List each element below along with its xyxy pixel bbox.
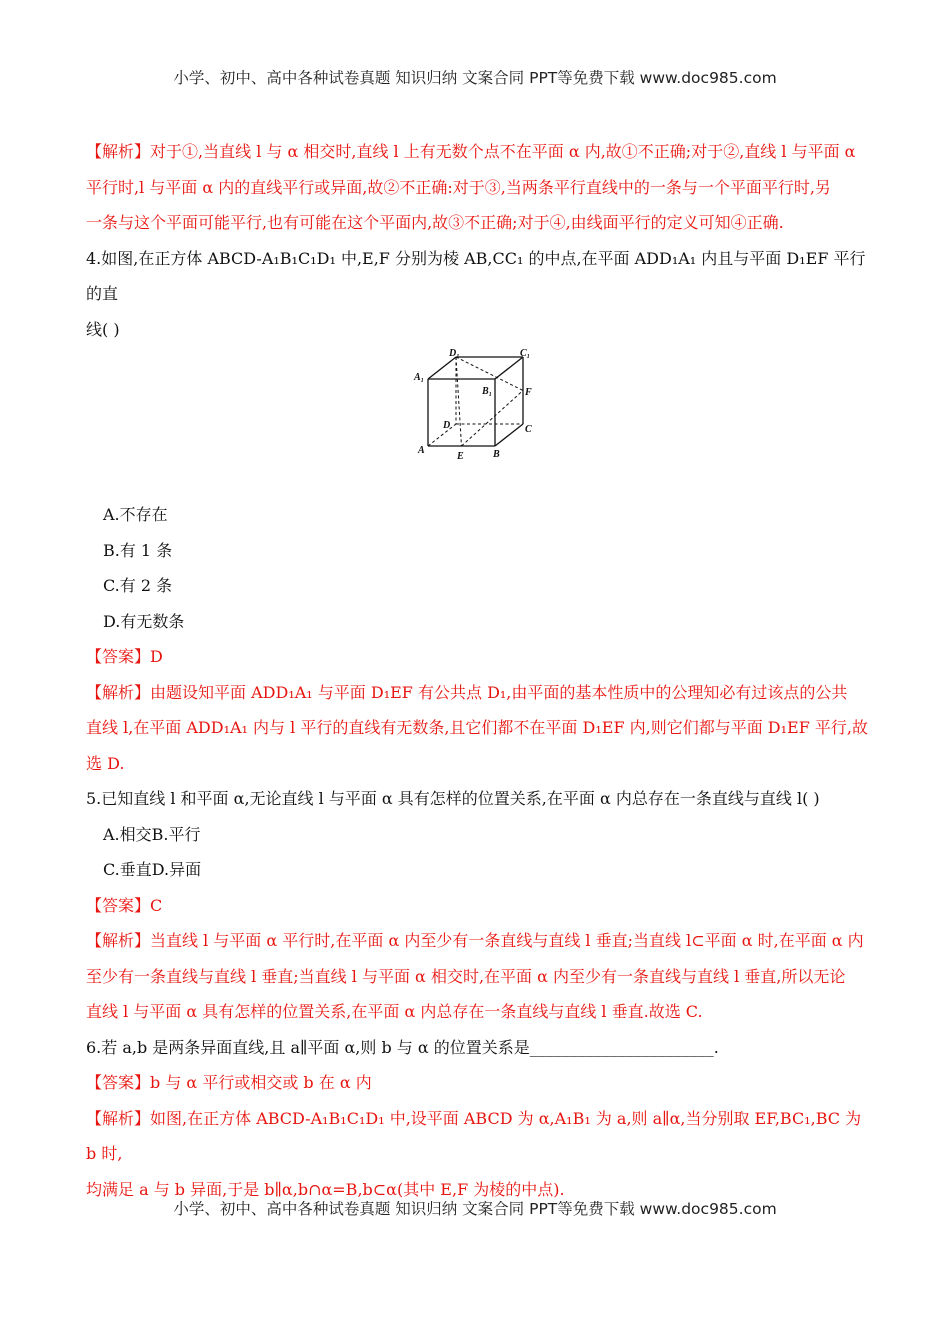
- q4-option-b: B.有 1 条: [103, 540, 173, 560]
- q6-stem: 6.若 a,b 是两条异面直线,且 a∥平面 α,则 b 与 α 的位置关系是_______________________.: [86, 1037, 719, 1057]
- q6-analysis-line-2: 均满足 a 与 b 异面,于是 b∥α,b∩α=B,b⊂α(其中 E,F 为棱的中点).: [86, 1179, 565, 1199]
- label-a: A: [418, 445, 425, 456]
- label-a1: A₁: [414, 372, 425, 383]
- cube-figure: [86, 347, 876, 497]
- q4-analysis-line-3: 选 D.: [86, 753, 125, 773]
- q4-stem-line-1: 4.如图,在正方体 ABCD-A₁B₁C₁D₁ 中,E,F 分别为棱 AB,CC₁ 的中点,在平面 ADD₁A₁ 内且与平面 D₁EF 平行的直: [86, 248, 866, 303]
- edge-a1d1: [428, 357, 456, 379]
- cube-diagram: [412, 349, 542, 469]
- label-c1: C₁: [520, 349, 531, 359]
- label-f: F: [525, 387, 532, 398]
- page-header: 小学、初中、高中各种试卷真题 知识归纳 文案合同 PPT等免费下载 www.doc985.com: [173, 69, 777, 87]
- prev-analysis-line-3: 一条与这个平面可能平行,也有可能在这个平面内,故③不正确;对于④,由线面平行的定义可知④正确.: [86, 213, 784, 232]
- q5-options-2: C.垂直D.异面: [103, 860, 202, 879]
- q6-analysis-line-1: 【解析】如图,在正方体 ABCD-A₁B₁C₁D₁ 中,设平面 ABCD 为 α,A₁B₁ 为 a,则 a∥α,当分别取 EF,BC₁,BC 为 b 时,: [86, 1108, 862, 1163]
- q6-answer: 【答案】b 与 α 平行或相交或 b 在 α 内: [86, 1073, 372, 1092]
- edge-b1c1: [495, 357, 523, 379]
- page-content: [86, 134, 876, 1207]
- q5-options-1: A.相交B.平行: [103, 824, 201, 844]
- q4-option-c: C.有 2 条: [103, 576, 173, 595]
- dashed-d1e: [456, 357, 462, 446]
- page-footer: 小学、初中、高中各种试卷真题 知识归纳 文案合同 PPT等免费下载 www.doc985.com: [173, 1200, 777, 1218]
- q5-stem: 5.已知直线 l 和平面 α,无论直线 l 与平面 α 具有怎样的位置关系,在平面 α 内总存在一条直线与直线 l( ): [86, 789, 820, 808]
- label-b1: B₁: [482, 386, 493, 397]
- q4-answer: 【答案】D: [86, 647, 163, 666]
- label-e: E: [457, 451, 464, 462]
- q4-option-a: A.不存在: [103, 505, 168, 524]
- q5-answer: 【答案】C: [86, 895, 163, 915]
- q5-analysis-line-1: 【解析】当直线 l 与平面 α 平行时,在平面 α 内至少有一条直线与直线 l 垂直;当直线 l⊂平面 α 时,在平面 α 内: [86, 931, 864, 950]
- label-c: C: [525, 424, 532, 435]
- q4-analysis-line-2: 直线 l,在平面 ADD₁A₁ 内与 l 平行的直线有无数条,且它们都不在平面 D₁EF 内,则它们都与平面 D₁EF 平行,故: [86, 718, 868, 737]
- prev-analysis-line-2: 平行时,l 与平面 α 内的直线平行或异面,故②不正确:对于③,当两条平行直线中的一条与一个平面平行时,另: [86, 177, 831, 197]
- q5-analysis-line-3: 直线 l 与平面 α 具有怎样的位置关系,在平面 α 内总存在一条直线与直线 l 垂直.故选 C.: [86, 1002, 703, 1021]
- prev-analysis-line-1: 【解析】对于①,当直线 l 与 α 相交时,直线 l 上有无数个点不在平面 α 内,故①不正确;对于②,直线 l 与平面 α: [86, 142, 856, 161]
- q5-analysis-line-2: 至少有一条直线与直线 l 垂直;当直线 l 与平面 α 相交时,在平面 α 内至少有一条直线与直线 l 垂直,所以无论: [86, 966, 846, 986]
- q4-analysis-line-1: 【解析】由题设知平面 ADD₁A₁ 与平面 D₁EF 有公共点 D₁,由平面的基本性质中的公理知必有过该点的公共: [86, 682, 848, 702]
- label-d1: D₁: [449, 349, 460, 359]
- hidden-edge-ad: [428, 424, 456, 446]
- label-b: B: [493, 449, 500, 460]
- label-d: D: [443, 420, 451, 431]
- edge-bc: [495, 424, 523, 446]
- dashed-ef: [462, 391, 524, 447]
- q4-option-d: D.有无数条: [103, 611, 185, 631]
- q4-stem-line-2: 线( ): [86, 319, 120, 339]
- analysis-tag: 【解析】: [86, 142, 151, 161]
